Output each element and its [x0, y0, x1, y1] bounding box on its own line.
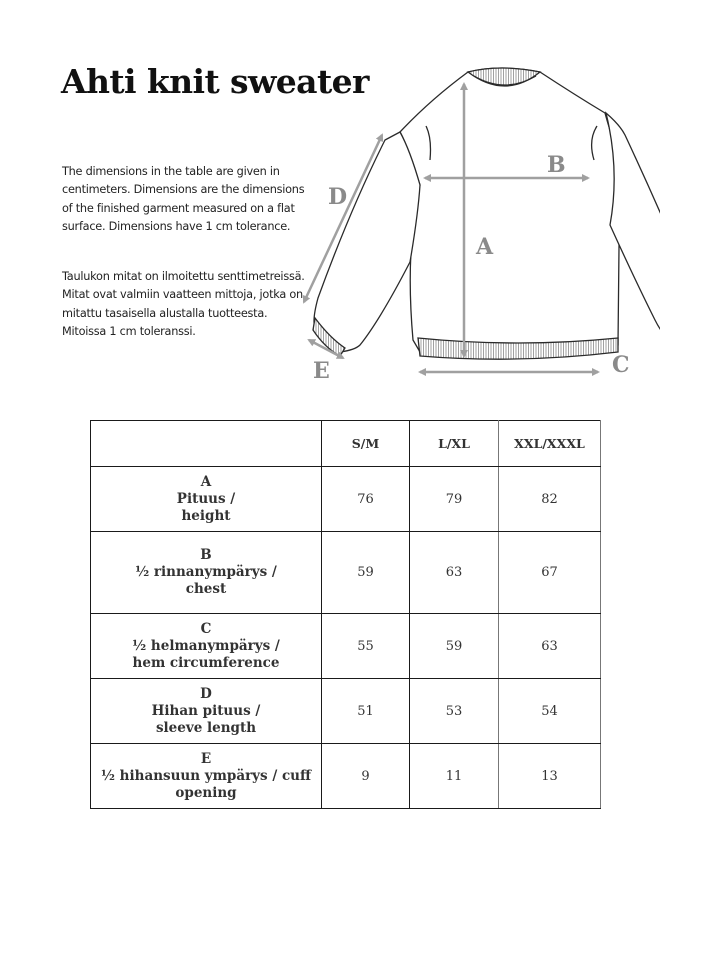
value-cell: 82	[499, 467, 601, 532]
table-row	[91, 467, 601, 532]
row-label-line: hem circumference	[132, 654, 280, 671]
table-row	[91, 532, 601, 614]
row-label-line: Pituus /	[176, 490, 236, 507]
row-letter: C	[200, 620, 212, 637]
value-cell: 63	[499, 614, 601, 679]
value-cell: 51	[322, 679, 410, 744]
label-c: C	[612, 352, 630, 378]
row-letter: D	[200, 685, 212, 702]
row-label	[91, 744, 322, 809]
row-label-line: Hihan pituus /	[151, 702, 261, 719]
row-label-line: ½ hihansuun ympärys / cuff	[100, 767, 312, 784]
table-header-row	[91, 421, 601, 467]
table-row	[91, 614, 601, 679]
row-label-line: height	[181, 507, 231, 524]
table-row	[91, 679, 601, 744]
row-letter: E	[200, 750, 212, 767]
description-finnish: Taulukon mitat on ilmoitettu senttimetreissä. Mitat ovat valmiin vaatteen mittoja, jotka on mitattu tasaisella alustalla tuotteesta. Mitoissa 1 cm toleranssi.	[62, 270, 305, 339]
value-cell: 59	[322, 532, 410, 614]
label-a: A	[476, 234, 494, 260]
header-size-xxl: XXL/XXXL	[499, 421, 601, 467]
value-cell: 76	[322, 467, 410, 532]
header-size-sm: S/M	[322, 421, 410, 467]
value-cell: 53	[410, 679, 499, 744]
value-cell: 63	[410, 532, 499, 614]
row-label	[91, 532, 322, 614]
value-cell: 67	[499, 532, 601, 614]
row-label-line: chest	[185, 581, 227, 597]
value-cell: 59	[410, 614, 499, 679]
row-label	[91, 614, 322, 679]
label-e: E	[313, 358, 330, 384]
row-label-line: opening	[175, 784, 237, 801]
row-label	[91, 467, 322, 532]
label-b: B	[547, 152, 566, 178]
value-cell: 79	[410, 467, 499, 532]
row-label-line: sleeve length	[155, 719, 257, 736]
value-cell: 54	[499, 679, 601, 744]
label-d: D	[328, 184, 348, 210]
value-cell: 9	[322, 744, 410, 809]
description-english: The dimensions in the table are given in centimeters. Dimensions are the dimensions of the finished garment measured on a flat surface. Dimensions have 1 cm tolerance.	[62, 165, 305, 234]
value-cell: 11	[410, 744, 499, 809]
row-letter: B	[200, 547, 212, 563]
row-letter: A	[200, 473, 212, 490]
value-cell: 55	[322, 614, 410, 679]
value-cell: 13	[499, 744, 601, 809]
row-label	[91, 679, 322, 744]
page-title: Ahti knit sweater	[61, 62, 369, 101]
sweater-illustration-icon	[290, 60, 660, 390]
header-empty	[91, 421, 322, 467]
sweater-outline	[313, 68, 660, 359]
header-size-lxl: L/XL	[410, 421, 499, 467]
size-table	[90, 420, 601, 809]
row-label-line: ½ rinnanympärys /	[135, 564, 277, 580]
table-row	[91, 744, 601, 809]
row-label-line: ½ helmanympärys /	[132, 637, 280, 654]
